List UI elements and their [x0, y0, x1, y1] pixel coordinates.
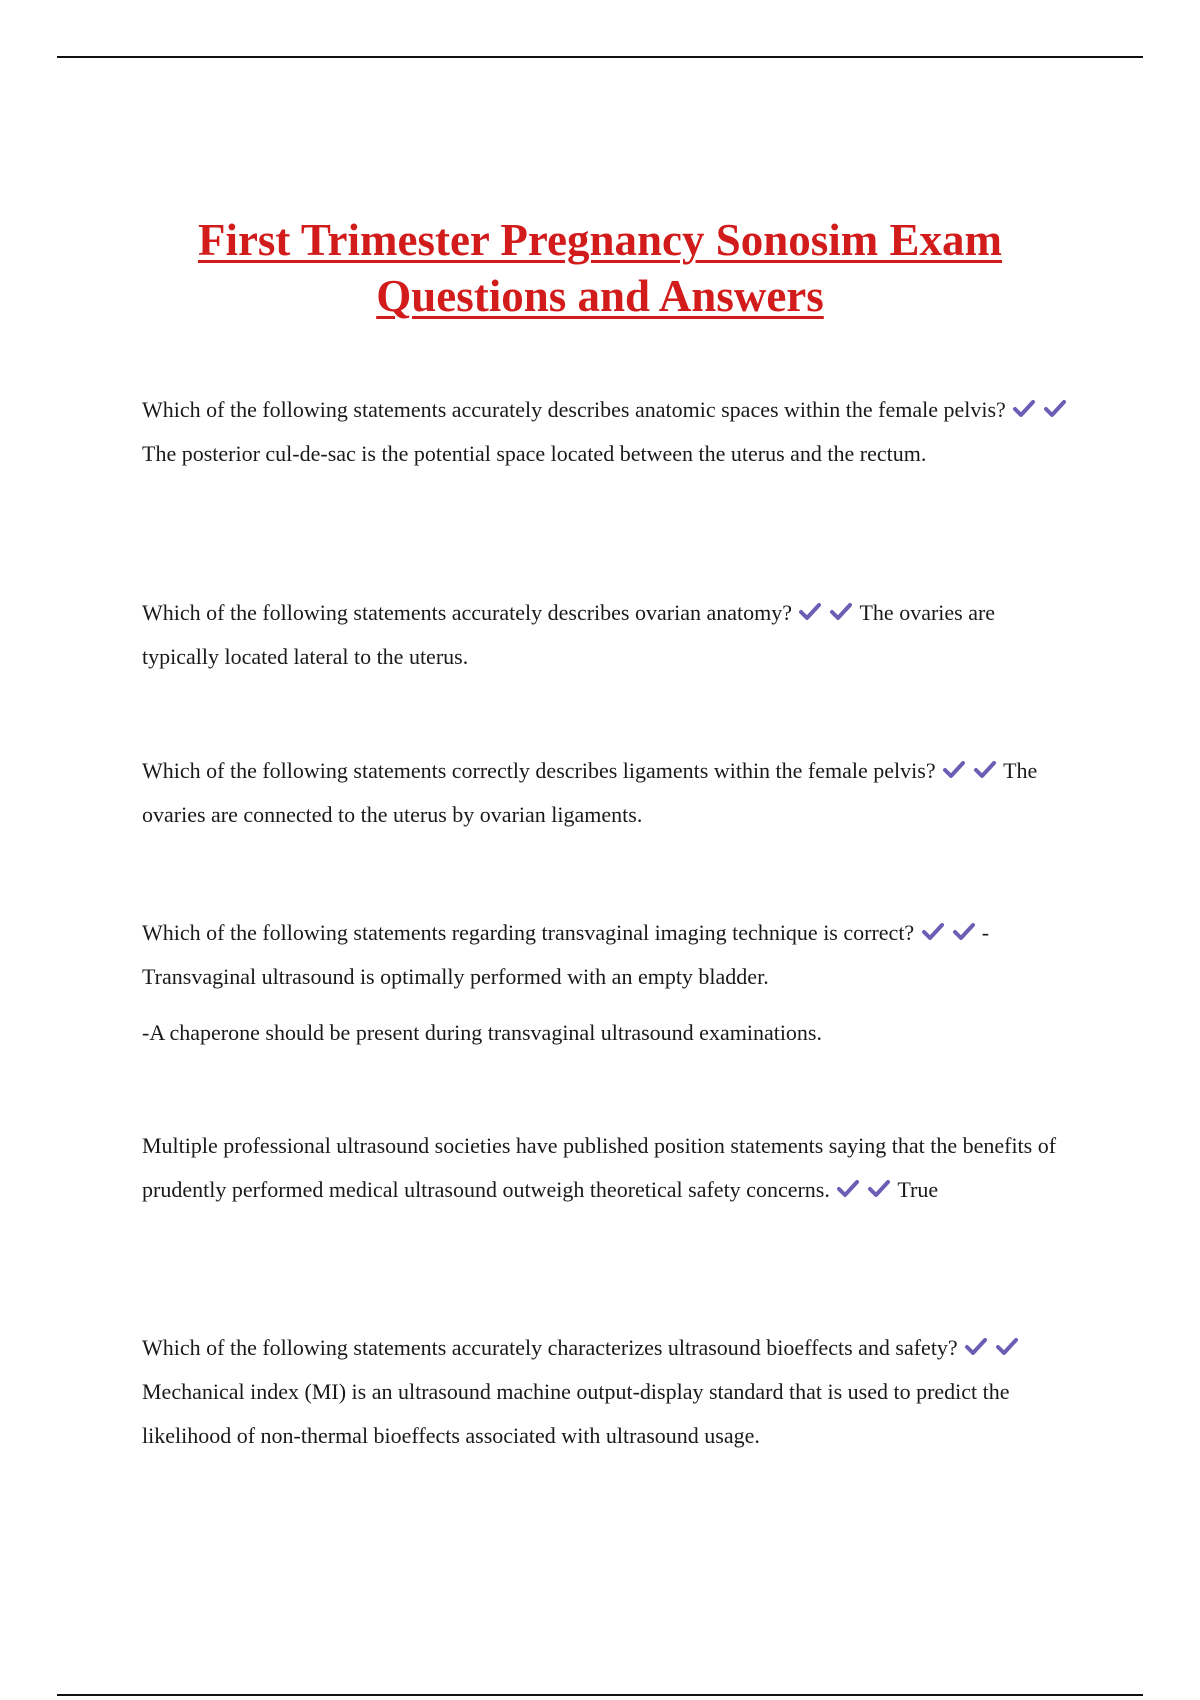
- answer-text: The posterior cul-de-sac is the potential space located between the uterus and the rectum.: [142, 441, 927, 466]
- checkmark-icon: [920, 921, 946, 943]
- qa-item-5: [142, 1124, 1077, 1212]
- question-text: Which of the following statements accurately describes anatomic spaces within the female pelvis?: [142, 397, 1006, 422]
- title-line-1: First Trimester Pregnancy Sonosim Exam: [197, 215, 1003, 265]
- checkmark-icon: [972, 759, 998, 781]
- answer-text: True: [897, 1177, 939, 1202]
- checkmark-icon: [941, 759, 967, 781]
- answer-text: Mechanical index (MI) is an ultrasound machine output-display standard that is used to predict the likelihood of non-thermal bioeffects associated with ultrasound usage.: [142, 1379, 1010, 1448]
- checkmark-icon: [835, 1178, 861, 1200]
- answer-extra-text: -A chaperone should be present during transvaginal ultrasound examinations.: [142, 1020, 822, 1045]
- qa-item-3: [142, 749, 1077, 837]
- checkmark-icon: [951, 921, 977, 943]
- checkmark-icon: [828, 601, 854, 623]
- qa-item-6: [142, 1326, 1077, 1458]
- checkmark-icon: [1042, 398, 1068, 420]
- qa-item-4-main: [142, 911, 1077, 999]
- question-text: Which of the following statements accurately describes ovarian anatomy?: [142, 600, 792, 625]
- answer-text: The ovaries are typically located lateral to the uterus.: [142, 600, 996, 669]
- document-title: [100, 212, 1100, 324]
- question-text: Which of the following statements accurately characterizes ultrasound bioeffects and safety?: [142, 1335, 958, 1360]
- checkmark-icon: [866, 1178, 892, 1200]
- checkmark-icon: [1011, 398, 1037, 420]
- title-line-2: Questions and Answers: [376, 271, 824, 321]
- bottom-rule: [57, 1694, 1143, 1696]
- checkmark-icon: [963, 1336, 989, 1358]
- question-text: Multiple professional ultrasound societies have published position statements saying that the benefits of prudently performed medical ultrasound outweigh theoretical safety concerns.: [142, 1133, 1057, 1202]
- qa-item-2: [142, 591, 1077, 679]
- qa-item-1: [142, 388, 1077, 476]
- question-text: Which of the following statements correctly describes ligaments within the female pelvis?: [142, 758, 936, 783]
- qa-item-4: [142, 911, 1077, 1055]
- top-rule: [57, 56, 1143, 58]
- checkmark-icon: [994, 1336, 1020, 1358]
- checkmark-icon: [797, 601, 823, 623]
- answer-text: -Transvaginal ultrasound is optimally performed with an empty bladder.: [142, 920, 990, 989]
- question-text: Which of the following statements regarding transvaginal imaging technique is correct?: [142, 920, 915, 945]
- answer-text: The ovaries are connected to the uterus by ovarian ligaments.: [142, 758, 1038, 827]
